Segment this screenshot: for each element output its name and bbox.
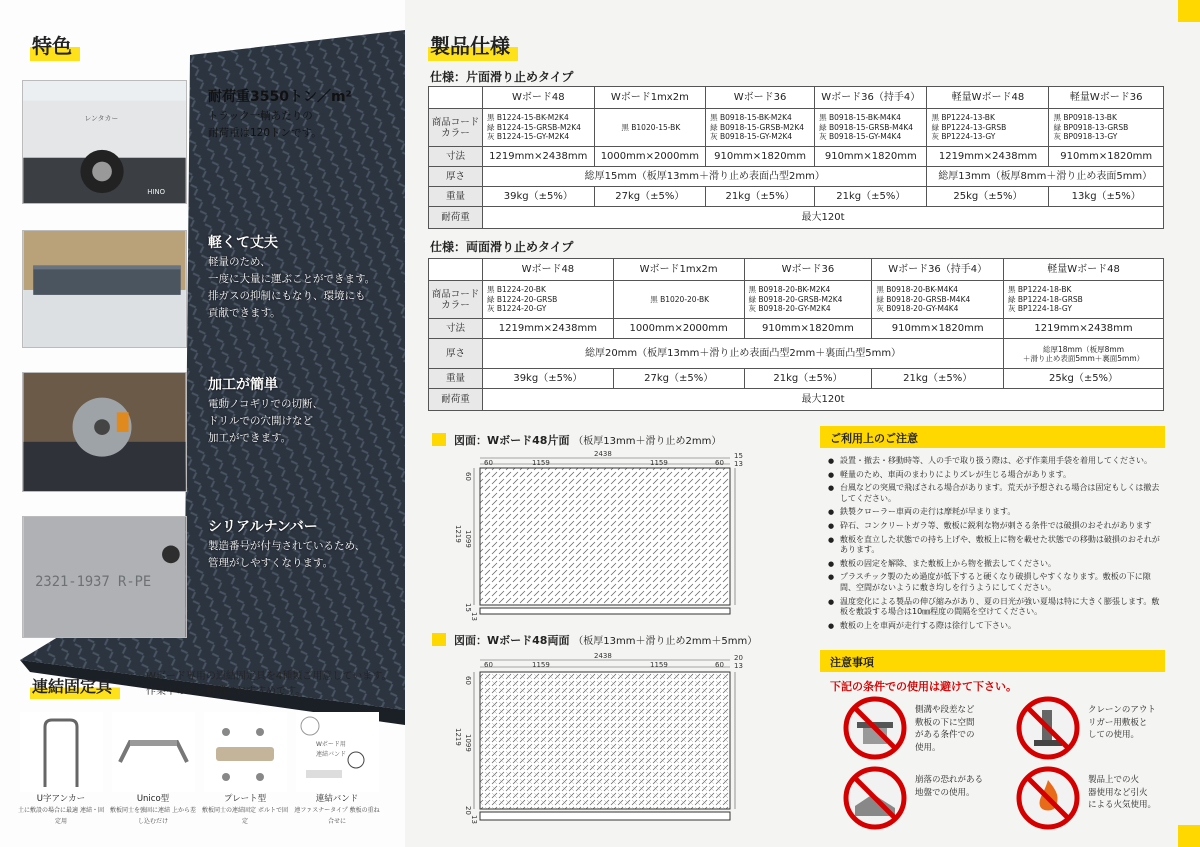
- u-anchor-image: [20, 712, 103, 792]
- t1-size-label: 寸法: [429, 147, 483, 167]
- t2-weight: 39kg（±5%）: [483, 369, 614, 389]
- fig1-dim-side-top: 60: [464, 472, 472, 481]
- fig2-title: 図面：Wボード48両面 （板厚13mm＋滑り止め2mm＋5mm）: [432, 632, 757, 648]
- crane-outrigger-icon: [1016, 696, 1080, 760]
- t1-header: Wボード36（持手4）: [815, 87, 927, 109]
- connector-note: Wボード専用の連結固定具を4種類ご用意しています。 作業中のズレ解消におすすめです。: [146, 671, 392, 697]
- t1-thick-b: 総厚13mm（板厚8mm＋滑り止め表面5mm）: [927, 167, 1164, 187]
- t1-code: 黒 BP0918-13-BK 緑 BP0918-13-GRSB 灰 BP0918-13-GY: [1049, 109, 1164, 147]
- t1-header: Wボード36: [706, 87, 815, 109]
- cutting-photo: [22, 372, 187, 492]
- t1-header: 軽量Wボード48: [927, 87, 1049, 109]
- notice-item-collapse: [835, 766, 1005, 834]
- caution-item: ● 台風などの突風で飛ばされる場合があります。荒天が予想される場合は固定もしくは撤去してください。: [828, 483, 1163, 504]
- fig2-dim-thick-b: 13: [734, 662, 743, 670]
- notice-item-crane: [1008, 696, 1178, 764]
- t2-size: 1219mm×2438mm: [1004, 319, 1164, 339]
- t1-weight: 39kg（±5%）: [483, 187, 595, 207]
- t1-code: 黒 B1224-15-BK-M2K4 緑 B1224-15-GRSB-M2K4 灰 B1224-15-GY-M2K4: [483, 109, 595, 147]
- fig1-dim-mid1: 1159: [532, 459, 550, 467]
- t2-thick-a: 総厚20mm（板厚13mm＋滑り止め表面凸型2mm＋裏面凸型5mm）: [483, 339, 1004, 369]
- gap-under-board-icon: [843, 696, 907, 760]
- fire-icon: [1016, 766, 1080, 830]
- loaded-truck-photo: [22, 230, 187, 348]
- t1-weight: 21kg（±5%）: [815, 187, 927, 207]
- fig2-dim-bottom-a: 20: [464, 806, 472, 815]
- spec-table-double: [428, 258, 1164, 411]
- caution-item: ● 砕石、コンクリートガラ等、敷板に鋭利な物が刺さる条件では破損のおそれがあります: [828, 521, 1163, 532]
- corner-accent-top: [1178, 0, 1200, 22]
- caution-list: [828, 456, 1163, 634]
- band-sheet-label: 連結バンド: [316, 751, 347, 758]
- t1-code-label: 商品コード カラー: [429, 109, 483, 147]
- fig2-dim-mid2: 1159: [650, 661, 668, 669]
- t2-weight: 27kg（±5%）: [613, 369, 744, 389]
- corner-accent-bottom: [1178, 825, 1200, 847]
- feature-4-body: 製造番号が付与されているため、 管理がしやすくなります。: [208, 540, 366, 569]
- t1-code: 黒 BP1224-13-BK 緑 BP1224-13-GRSB 灰 BP1224-13-GY: [927, 109, 1049, 147]
- band-sheet-heading: Wボード用: [316, 741, 346, 748]
- notice-item-text: 製品上での火 器使用など引火 による火気使用。: [1088, 775, 1157, 810]
- fig2-dim-mid1: 1159: [532, 661, 550, 669]
- t1-weight-label: 重量: [429, 187, 483, 207]
- t2-code: 黒 B0918-20-BK-M2K4 緑 B0918-20-GRSB-M2K4 灰 B0918-20-GY-M2K4: [744, 281, 872, 319]
- fig2-drawing: [470, 652, 755, 830]
- fig2-dim-right-end: 60: [715, 661, 724, 669]
- fig1-drawing: [470, 450, 755, 625]
- serial-number-photo: [22, 516, 187, 638]
- t2-load-label: 耐荷重: [429, 389, 483, 411]
- fig2-dim-total-w: 2438: [594, 652, 612, 660]
- table2-corner: [429, 259, 483, 281]
- t2-weight: 21kg（±5%）: [872, 369, 1004, 389]
- features-panel: [0, 0, 405, 847]
- caution-item: ● 敷板の固定を解除、また敷板上から物を撤去してください。: [828, 559, 1163, 570]
- fig1-dim-right-end: 60: [715, 459, 724, 467]
- plate-caption: プレート型 敷板同士の連結固定 ボルトで固定: [202, 794, 288, 825]
- notice-item-text: 崩落の恐れがある 地盤での使用。: [915, 775, 984, 798]
- t1-load-label: 耐荷重: [429, 207, 483, 229]
- truck-photo: [22, 80, 187, 204]
- u-anchor-caption: U字アンカー 土に敷設の場合に最適 連結・固定用: [18, 794, 104, 825]
- plate-connector-image: [204, 712, 287, 792]
- fig2-dim-left-end: 60: [484, 661, 493, 669]
- t1-size: 1219mm×2438mm: [483, 147, 595, 167]
- t1-header: Wボード48: [483, 87, 595, 109]
- feature-3-head: 加工が簡単: [208, 377, 278, 393]
- caution-item: ● プラスチック製のため過度が低下すると硬くなり破損しやすくなります。敷板の下に隙間、空間がないように敷き均しを行うようにしてください。: [828, 572, 1163, 593]
- t1-header: 軽量Wボード36: [1049, 87, 1164, 109]
- t1-thick-label: 厚さ: [429, 167, 483, 187]
- t1-load: 最大120t: [483, 207, 1164, 229]
- t1-code: 黒 B1020-15-BK: [594, 109, 706, 147]
- notice-item-fire: [1008, 766, 1178, 834]
- fig1-dim-bottom-b: 13: [470, 612, 478, 621]
- truck-side-text: レンタカー: [84, 114, 119, 123]
- t2-weight: 21kg（±5%）: [744, 369, 872, 389]
- band-caption: 連結バンド 連ファスナータイプ 敷板の重ね合せに: [294, 794, 380, 825]
- t2-code-label: 商品コード カラー: [429, 281, 483, 319]
- feature-2-body: 軽量のため、 一度に大量に運ぶことができます。 排ガスの抑制にもなり、環境にも 貢献できます。: [208, 256, 376, 319]
- t2-weight: 25kg（±5%）: [1004, 369, 1164, 389]
- t2-weight-label: 重量: [429, 369, 483, 389]
- t2-thick-label: 厚さ: [429, 339, 483, 369]
- fig2-dim-side-top: 60: [464, 676, 472, 685]
- t2-code: 黒 BP1224-18-BK 緑 BP1224-18-GRSB 灰 BP1224-18-GY: [1004, 281, 1164, 319]
- unico-caption: Unico型 敷板同士を強固に連結 上から差し込むだけ: [110, 794, 196, 825]
- notice-item-text: 側溝や段差など 敷板の下に空間 がある条件での 使用。: [915, 705, 975, 753]
- t2-header: Wボード36: [744, 259, 872, 281]
- t1-size: 910mm×1820mm: [706, 147, 815, 167]
- caution-item: ● 敷板の上を車両が走行する際は徐行して下さい。: [828, 621, 1163, 632]
- fig1-dim-total-w: 2438: [594, 450, 612, 458]
- feature-2-head: 軽くて丈夫: [208, 235, 278, 251]
- feature-3-body: 電動ノコギリでの切断、 ドリルでの穴開けなど 加工ができます。: [208, 398, 323, 444]
- band-connector-image: [296, 712, 379, 792]
- t1-weight: 21kg（±5%）: [706, 187, 815, 207]
- t2-size: 1219mm×2438mm: [483, 319, 614, 339]
- fig1-title: 図面：Wボード48片面 （板厚13mm＋滑り止め2mm）: [432, 432, 721, 448]
- notice-title: 注意事項: [820, 650, 1165, 672]
- fig1-dim-thick-b: 13: [734, 460, 743, 468]
- t1-weight: 27kg（±5%）: [594, 187, 706, 207]
- connector-title: 連結固定具: [30, 674, 120, 699]
- feature-1-head: 耐荷重3550トン／m²: [208, 89, 352, 105]
- unico-connector-image: [112, 712, 195, 792]
- fig1-dim-thick-a: 15: [734, 452, 743, 460]
- t1-code: 黒 B0918-15-BK-M2K4 緑 B0918-15-GRSB-M2K4 灰 B0918-15-GY-M2K4: [706, 109, 815, 147]
- fig1-dim-bottom-a: 15: [464, 603, 472, 612]
- t2-header: Wボード48: [483, 259, 614, 281]
- caution-item: ● 設置・撤去・移動時等、人の手で取り扱う際は、必ず作業用手袋を着用してください。: [828, 456, 1163, 467]
- t2-thick-b: 総厚18mm（板厚8mm ＋滑り止め表面5mm＋裏面5mm）: [1004, 339, 1164, 369]
- table1-corner: [429, 87, 483, 109]
- caution-item: ● 温度変化による製品の伸び縮みがあり、夏の日光が強い夏場は特に大きく膨張します。敷板を敷設する場合は10㎜程度の間隔を空けてください。: [828, 597, 1163, 618]
- t2-code: 黒 B1224-20-BK 緑 B1224-20-GRSB 灰 B1224-20-GY: [483, 281, 614, 319]
- spec-table-single: [428, 86, 1164, 229]
- truck-brand-label: HINO: [147, 188, 166, 197]
- feature-4-head: シリアルナンバー: [208, 519, 318, 535]
- t2-header: 軽量Wボード48: [1004, 259, 1164, 281]
- t2-header: Wボード36（持手4）: [872, 259, 1004, 281]
- feature-1-body: トラック一輌あたりの 耐荷重は120トンです。: [208, 110, 322, 139]
- caution-title: ご利用上のご注意: [820, 426, 1165, 448]
- serial-number-sample: 2321-1937 R-PE: [35, 573, 152, 590]
- t1-weight: 13kg（±5%）: [1049, 187, 1164, 207]
- fig2-dim-bottom-b: 13: [470, 815, 478, 824]
- collapse-ground-icon: [843, 766, 907, 830]
- t1-code: 黒 B0918-15-BK-M4K4 緑 B0918-15-GRSB-M4K4 灰 B0918-15-GY-M4K4: [815, 109, 927, 147]
- caution-item: ● 敷板を直立した状態での持ち上げや、敷板上に物を載せた状態での移動は破損のおそれがあります。: [828, 535, 1163, 556]
- caution-item: ● 鉄製クローラー車両の走行は摩耗が早まります。: [828, 507, 1163, 518]
- t1-weight: 25kg（±5%）: [927, 187, 1049, 207]
- caution-item: ● 軽量のため、車両のまわりによりズレが生じる場合があります。: [828, 470, 1163, 481]
- t1-size: 1000mm×2000mm: [594, 147, 706, 167]
- notice-warning: 下記の条件での使用は避けて下さい。: [830, 680, 1017, 693]
- t1-size: 910mm×1820mm: [1049, 147, 1164, 167]
- table1-title: 仕様：片面滑り止めタイプ: [430, 70, 574, 84]
- fig1-dim-mid2: 1159: [650, 459, 668, 467]
- t2-size: 910mm×1820mm: [872, 319, 1004, 339]
- caution-section: [820, 426, 1165, 646]
- fig1-dim-side-mid: 1099: [464, 530, 472, 548]
- t2-header: Wボード1mx2m: [613, 259, 744, 281]
- t2-size: 1000mm×2000mm: [613, 319, 744, 339]
- fig1-dim-left-end: 60: [484, 459, 493, 467]
- t2-code: 黒 B1020-20-BK: [613, 281, 744, 319]
- fig2-dim-total-h: 1219: [454, 728, 462, 746]
- fig2-dim-side-mid: 1099: [464, 734, 472, 752]
- features-title: 特色: [30, 30, 80, 61]
- notice-item-text: クレーンのアウト リガー用敷板と しての使用。: [1088, 705, 1156, 740]
- t2-code: 黒 B0918-20-BK-M4K4 緑 B0918-20-GRSB-M4K4 灰 B0918-20-GY-M4K4: [872, 281, 1004, 319]
- t1-thick-a: 総厚15mm（板厚13mm＋滑り止め表面凸型2mm）: [483, 167, 927, 187]
- t1-size: 1219mm×2438mm: [927, 147, 1049, 167]
- fig2-dim-thick-a: 20: [734, 654, 743, 662]
- t1-size: 910mm×1820mm: [815, 147, 927, 167]
- spec-title: 製品仕様: [428, 30, 518, 61]
- table2-title: 仕様：両面滑り止めタイプ: [430, 240, 574, 254]
- t2-size-label: 寸法: [429, 319, 483, 339]
- fig1-dim-total-h: 1219: [454, 525, 462, 543]
- notice-item-gap: [835, 696, 1005, 764]
- t1-header: Wボード1mx2m: [594, 87, 706, 109]
- t2-load: 最大120t: [483, 389, 1164, 411]
- t2-size: 910mm×1820mm: [744, 319, 872, 339]
